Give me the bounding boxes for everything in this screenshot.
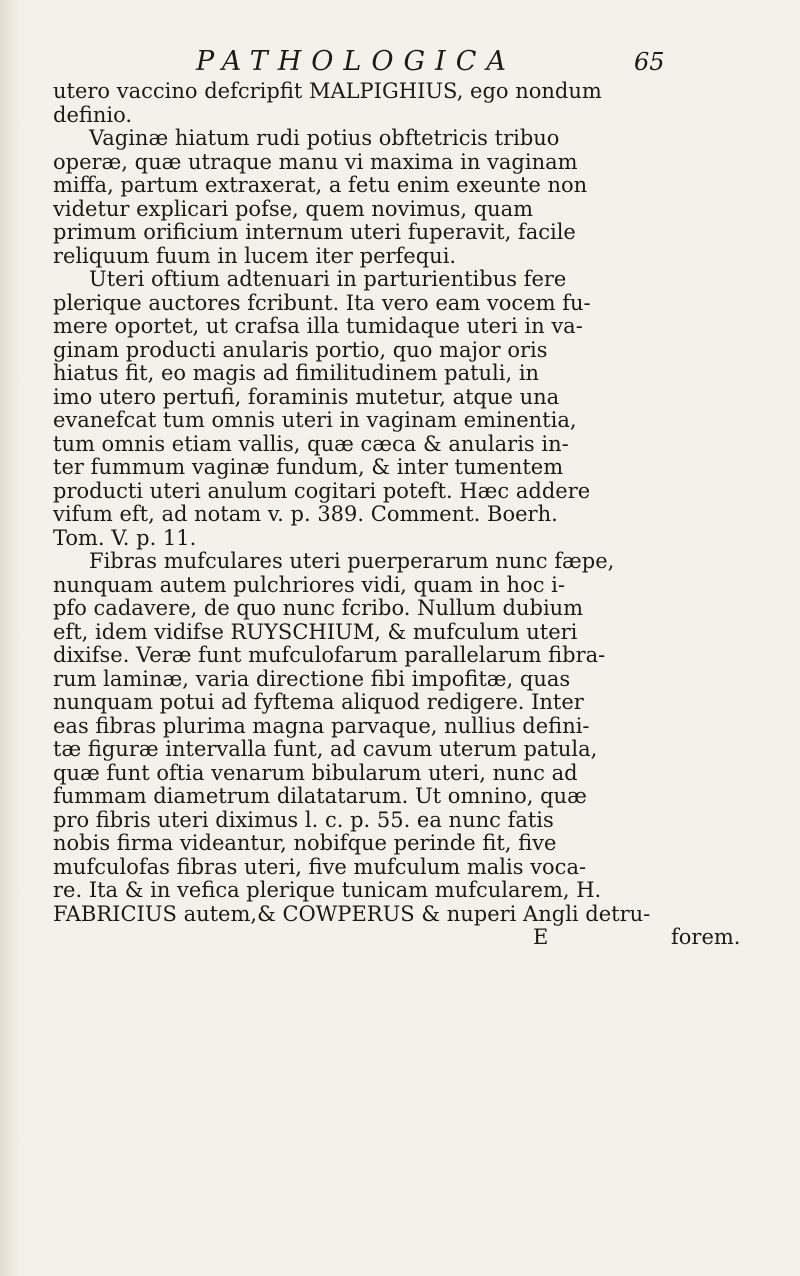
text-line: imo utero pertufi, foraminis mutetur, atque una <box>53 385 560 409</box>
text-line: utero vaccino defcripfit MALPIGHIUS, ego nondum <box>53 80 602 103</box>
paragraph-start-line: Uteri oftium adtenuari in parturientibus fere <box>89 268 567 291</box>
page-edge <box>0 0 22 1276</box>
text-line: miffa, partum extraxerat, a fetu enim exeunte non <box>53 174 588 197</box>
text-line: reliquum fuum in lucem iter perfequi. <box>53 244 457 268</box>
text-line: eft, idem vidifse RUYSCHIUM, & mufculum uteri <box>53 620 578 644</box>
text-line: mere oportet, ut crafsa illa tumidaque uteri in va- <box>53 315 583 338</box>
text-line: plerique auctores fcribunt. Ita vero eam vocem fu- <box>53 291 591 315</box>
text-line: primum orificium internum uteri fuperavit, facile <box>53 221 576 244</box>
text-line: nobis firma videantur, nobifque perinde fit, five <box>53 832 557 855</box>
text-line: pro fibris uteri diximus l. c. p. 55. ea nunc fatis <box>53 808 554 832</box>
text-line: eas fibras plurima magna parvaque, nullius defini- <box>53 714 590 738</box>
text-line: re. Ita & in vefica plerique tunicam mufcularem, H. <box>53 879 602 902</box>
text-line: definio. <box>53 103 133 127</box>
paragraph-start-line: Vaginæ hiatum rudi potius obftetricis tribuo <box>89 127 560 150</box>
text-line: mufculofas fibras uteri, five mufculum malis voca- <box>53 855 587 879</box>
text-line: rum laminæ, varia directione fibi impofitæ, quas <box>53 667 571 691</box>
text-line: nunquam autem pulchriores vidi, quam in hoc i- <box>53 573 565 597</box>
catchword: forem. <box>671 925 741 949</box>
text-line: Tom. V. p. 11. <box>53 526 197 550</box>
text-line: pfo cadavere, de quo nunc fcribo. Nullum dubium <box>53 597 584 620</box>
text-line: vifum eft, ad notam v. p. 389. Comment. Boerh. <box>53 503 558 526</box>
text-line: FABRICIUS autem,& COWPERUS & nuperi Angli detru- <box>53 902 651 926</box>
text-line: fummam diametrum dilatatarum. Ut omnino, quæ <box>53 785 587 808</box>
text-line: quæ funt oftia venarum bibularum uteri, nunc ad <box>53 761 578 785</box>
running-title: PATHOLOGICA <box>196 46 516 77</box>
text-line: producti uteri anulum cogitari poteft. Hæc addere <box>53 479 591 503</box>
text-line: ter fummum vaginæ fundum, & inter tumentem <box>53 456 564 479</box>
text-line: hiatus fit, eo magis ad fimilitudinem patuli, in <box>53 362 540 385</box>
text-line: dixifse. Veræ funt mufculofarum parallelarum fibra- <box>53 644 606 667</box>
text-line: ginam producti anularis portio, quo major oris <box>53 338 548 362</box>
page-footer <box>53 926 763 950</box>
text-line: nunquam potui ad fyftema aliquod redigere. Inter <box>53 691 584 714</box>
paragraph-start-line: Fibras mufculares uteri puerperarum nunc fæpe, <box>89 550 615 573</box>
text-line: tæ figuræ intervalla funt, ad cavum uterum patula, <box>53 738 598 761</box>
page-number: 65 <box>634 48 665 76</box>
body-text <box>53 80 763 950</box>
text-line: tum omnis etiam vallis, quæ cæca & anularis in- <box>53 432 569 456</box>
text-line: videtur explicari pofse, quem novimus, quam <box>53 197 534 221</box>
signature-mark: E <box>533 925 549 949</box>
text-line: evanefcat tum omnis uteri in vaginam eminentia, <box>53 409 577 432</box>
text-line: operæ, quæ utraque manu vi maxima in vaginam <box>53 150 578 174</box>
